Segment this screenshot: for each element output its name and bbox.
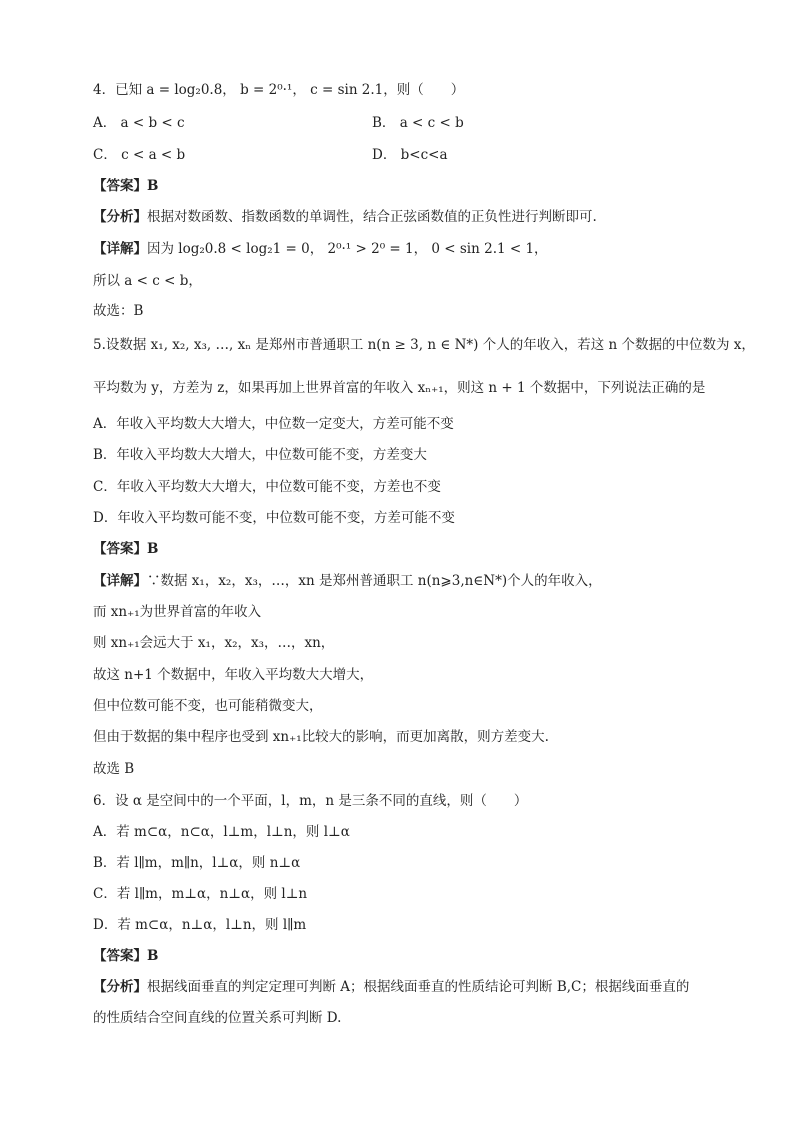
q6-analysis-2: 的性质结合空间直线的位置关系可判断 D. xyxy=(93,1010,342,1026)
q4-detail-text: 因为 log₂0.8 < log₂1 = 0， 2⁰·¹ > 2⁰ = 1， 0 < sin 2.1 < 1， xyxy=(147,241,548,257)
q4-option-a: A． a < b < c xyxy=(93,115,185,131)
q6-analysis-1 xyxy=(93,977,689,997)
q5-answer: 【答案】B xyxy=(93,541,159,557)
q6-option-c: C．若 l∥m，m⊥α，n⊥α，则 l⊥n xyxy=(93,886,308,902)
q6-analysis-text: 根据线面垂直的判定定理可判断 A；根据线面垂直的性质结论可判断 B,C；根据线面垂直的 xyxy=(147,979,690,995)
q6-option-a: A．若 m⊂α，n⊂α，l⊥m，l⊥n，则 l⊥α xyxy=(93,824,350,840)
q6-option-b: B．若 l∥m，m∥n，l⊥α，则 n⊥α xyxy=(93,855,301,871)
q6-option-d: D．若 m⊂α，n⊥α，l⊥n，则 l∥m xyxy=(93,917,307,933)
q4-answer: 【答案】B xyxy=(93,178,159,194)
q4-conclusion: 故选：B xyxy=(93,303,144,319)
q4-option-d: D． b<c<a xyxy=(372,147,448,163)
q6-stem: 6．设 α 是空间中的一个平面，l，m，n 是三条不同的直线，则（ ） xyxy=(93,793,528,809)
q5-conclusion: 故选 B xyxy=(93,761,135,777)
q5-detail-1 xyxy=(93,571,602,591)
q5-detail-2: 而 xn₊₁为世界首富的年收入 xyxy=(93,604,262,620)
q5-detail-label: 【详解】 xyxy=(93,573,147,589)
q5-detail-text: ∵数据 x₁，x₂，x₃，…，xn 是郑州普通职工 n(n⩾3,n∈N*)个人的年收入， xyxy=(147,573,602,589)
q4-analysis xyxy=(93,207,597,227)
q6-analysis-label: 【分析】 xyxy=(93,979,147,995)
q4-option-b: B． a < c < b xyxy=(372,115,464,131)
q5-detail-4: 故这 n+1 个数据中，年收入平均数大大增大， xyxy=(93,667,374,683)
q5-option-d: D．年收入平均数可能不变，中位数可能不变，方差可能不变 xyxy=(93,510,455,526)
q4-analysis-text: 根据对数函数、指数函数的单调性，结合正弦函数值的正负性进行判断即可. xyxy=(147,209,597,225)
q4-analysis-label: 【分析】 xyxy=(93,209,147,225)
q5-option-c: C．年收入平均数大大增大，中位数可能不变，方差也不变 xyxy=(93,479,441,495)
q5-option-b: B．年收入平均数大大增大，中位数可能不变，方差变大 xyxy=(93,447,427,463)
q5-detail-6: 但由于数据的集中程序也受到 xn₊₁比较大的影响，而更加离散，则方差变大. xyxy=(93,729,549,745)
q4-stem: 4．已知 a = log₂0.8， b = 2⁰·¹， c = sin 2.1，则（ ） xyxy=(93,82,465,98)
q5-stem-2: 平均数为 y，方差为 z，如果再加上世界首富的年收入 xₙ₊₁，则这 n + 1 个数据中，下列说法正确的是 xyxy=(93,380,706,396)
q5-stem-1: 5.设数据 x₁, x₂, x₃, …, xₙ 是郑州市普通职工 n(n ≥ 3, n ∈ N*) 个人的年收入，若这 n 个数据的中位数为 x， xyxy=(93,337,755,353)
q6-answer: 【答案】B xyxy=(93,948,159,964)
q4-option-c: C． c < a < b xyxy=(93,147,186,163)
q5-detail-3: 则 xn₊₁会远大于 x₁，x₂，x₃，…，xn， xyxy=(93,635,335,651)
q4-detail-label: 【详解】 xyxy=(93,241,147,257)
q5-option-a: A．年收入平均数大大增大，中位数一定变大，方差可能不变 xyxy=(93,416,454,432)
q4-detail xyxy=(93,239,548,259)
q4-detail-2: 所以 a < c < b， xyxy=(93,273,202,289)
q5-detail-5: 但中位数可能不变，也可能稍微变大， xyxy=(93,698,323,714)
